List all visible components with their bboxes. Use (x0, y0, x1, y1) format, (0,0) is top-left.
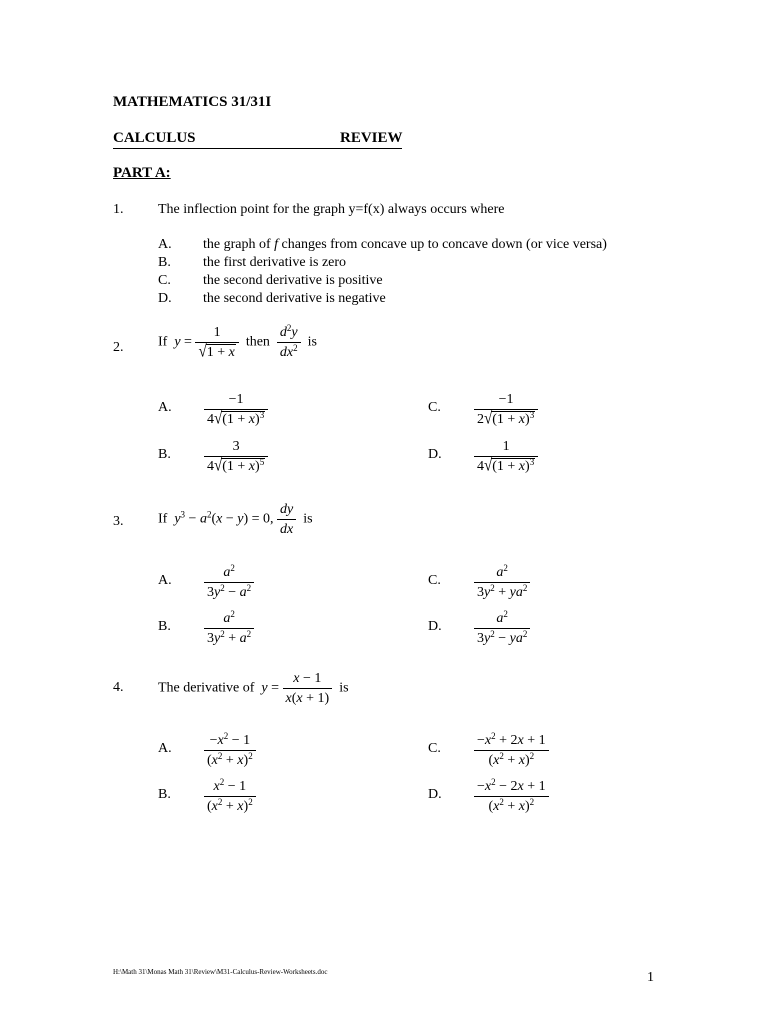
q1-option-d-text: the second derivative is negative (203, 291, 386, 306)
footer-file-path: H:\Math 31\Monas Math 31\Review\M31-Calculus-Review-Worksheets.doc (113, 968, 328, 976)
q1-option-c-label: C. (158, 273, 171, 288)
question-1-number: 1. (113, 202, 124, 217)
document-title: MATHEMATICS 31/31I (113, 94, 272, 110)
heading-review: REVIEW (340, 130, 403, 146)
page-number: 1 (647, 970, 654, 985)
q1-option-a-label: A. (158, 237, 172, 252)
question-3-number: 3. (113, 514, 124, 529)
part-heading: PART A: (113, 165, 171, 181)
q1-option-b-text: the first derivative is zero (203, 255, 347, 270)
q1-option-b-label: B. (158, 255, 171, 270)
q1-option-a-text: the graph of f changes from concave up to concave down (or vice versa) (203, 237, 607, 252)
q1-option-c-text: the second derivative is positive (203, 273, 383, 288)
question-1-text: The inflection point for the graph y=f(x) always occurs where (158, 202, 505, 217)
question-2-number: 2. (113, 340, 124, 355)
question-4-number: 4. (113, 680, 124, 695)
heading-calculus: CALCULUS (113, 130, 196, 146)
question-3-text: If $y^3 - a^2(x - y) = 0$, $\frac{dy}{dx}$ is (158, 502, 313, 537)
q1-option-d-label: D. (158, 291, 172, 306)
document-page: MATHEMATICS 31/31I CALCULUS REVIEW PART A: 1. The inflection point for the graph y=f(x) always occurs where A. the graph of f changes from concave up to concave down (or vice versa) B. the first derivative is zero C. the second derivative is positive D. the second derivative is negative 2. If y = $\frac{1}{√1 + x}$ then $\frac{d^2y}{dx^2}$ is A. $\frac{-1}{4√(1 + x)^3}$ B. $\frac{3}{4√(1 + x)^5}$ C. $\frac{-1}{2√(1 + x)^3}$ D. $\frac{1}{4√(1 + x)^3}$ 3. If $y^3 - a^2(x - y) = 0$, $\frac{dy}{dx}$ is A. $\frac{a^2}{3y^2 - a^2}$ B. $\frac{a^2}{3y^2 + a^2}$ C. $\frac{a^2}{3y^2 + ya^2}$ D. $\frac{a^2}{3y^2 - ya^2}$ 4. The derivative of y = $\frac{x - 1}{x(x + 1)}$ is A. $\frac{-x^2 - 1}{(x^2 + x)^2}$ B. $\frac{x^2 - 1}{(x^2 + x)^2}$ C. $\frac{-x^2 + 2x + 1}{(x^2 + x)^2}$ D. $\frac{-x^2 - 2x + 1}{(x^2 + x)^2}$ H:\Math 31\Monas Math 31\Review\M31-Calculus-Review-Worksheets.doc 1 (113, 94, 654, 985)
section-heading (113, 130, 402, 149)
question-2-text: If y = $\frac{1}{√1 + x}$ then $\frac{d^2y}{dx^2}$ is (158, 323, 317, 362)
question-4-text: The derivative of y = $\frac{x - 1}{x(x + 1)}$ is (158, 671, 349, 706)
